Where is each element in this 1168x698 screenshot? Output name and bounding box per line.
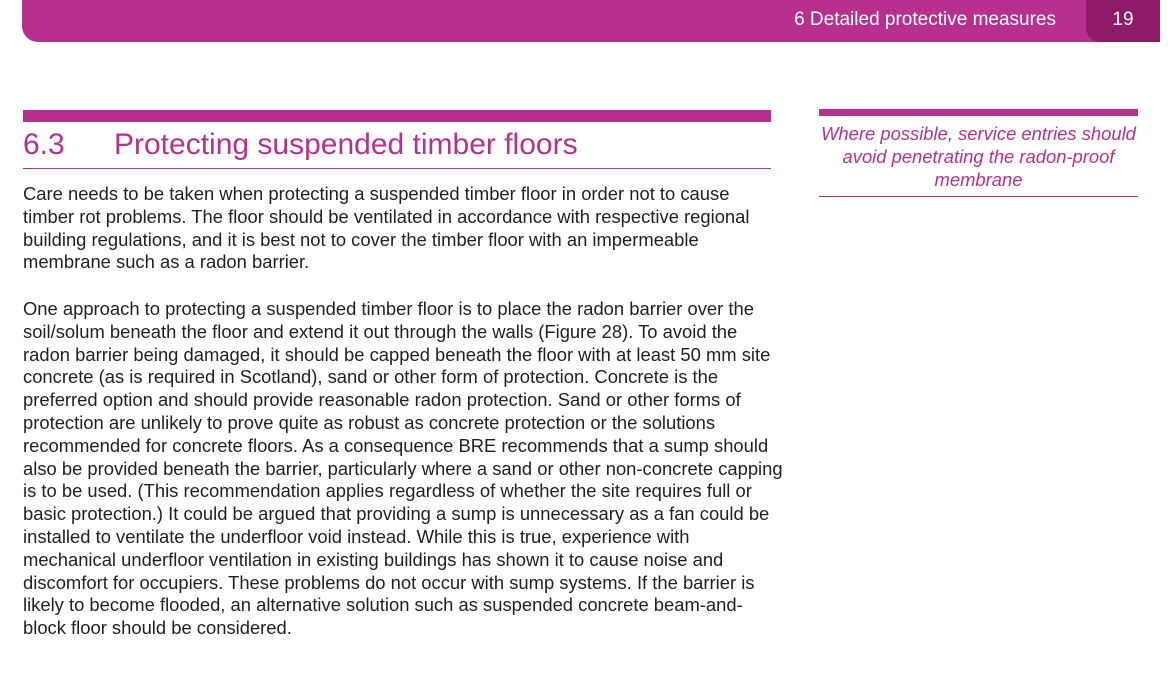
page-number: 19 — [1112, 9, 1134, 30]
header-band — [22, 0, 1160, 42]
pull-quote-bottom-rule — [819, 196, 1138, 197]
body-paragraph-1: Care needs to be taken when protecting a suspended timber floor in order not to cause timber rot problems. The floor should be ventilated in accordance with respective regional building regulations, and it is best not to cover the timber floor with an impermeable membrane such as a radon barrier. — [23, 183, 750, 273]
header-section-label: 6 Detailed protective measures — [794, 9, 1056, 30]
page-number-tab — [1086, 0, 1160, 42]
section-top-rule — [23, 110, 771, 122]
section-number: 6.3 — [23, 128, 65, 161]
body-paragraph-2: One approach to protecting a suspended timber floor is to place the radon barrier over the soil/solum beneath the floor and extend it out through the walls (Figure 28). To avoid the radon barrier being damaged, it should be capped beneath the floor with at least 50 mm site concrete (as is required in Scotland), sand or other form of protection. Concrete is the preferred option and should provide reasonable radon protection. Sand or other forms of protection are unlikely to prove quite as robust as concrete protection or the solutions recommended for concrete floors. As a consequence BRE recommends that a sump should also be provided beneath the barrier, particularly where a sand or other non-concrete capping is to be used. (This recommendation applies regardless of whether the site requires full or basic protection.) It could be argued that providing a sump is unnecessary as a fan could be installed to ventilate the underfloor void instead. While this is true, experience with mechanical underfloor ventilation in existing buildings has shown it to cause noise and discomfort for occupiers. These problems do not occur with sump systems. If the barrier is likely to become flooded, an alternative solution such as suspended concrete beam-and-block floor should be considered. — [23, 298, 783, 639]
section-heading — [23, 126, 771, 166]
section-underline — [23, 168, 771, 169]
section-title: Protecting suspended timber floors — [114, 128, 578, 161]
pull-quote-top-rule — [819, 109, 1138, 116]
pull-quote: Where possible, service entries should avoid penetrating the radon-proof membrane — [821, 123, 1136, 190]
